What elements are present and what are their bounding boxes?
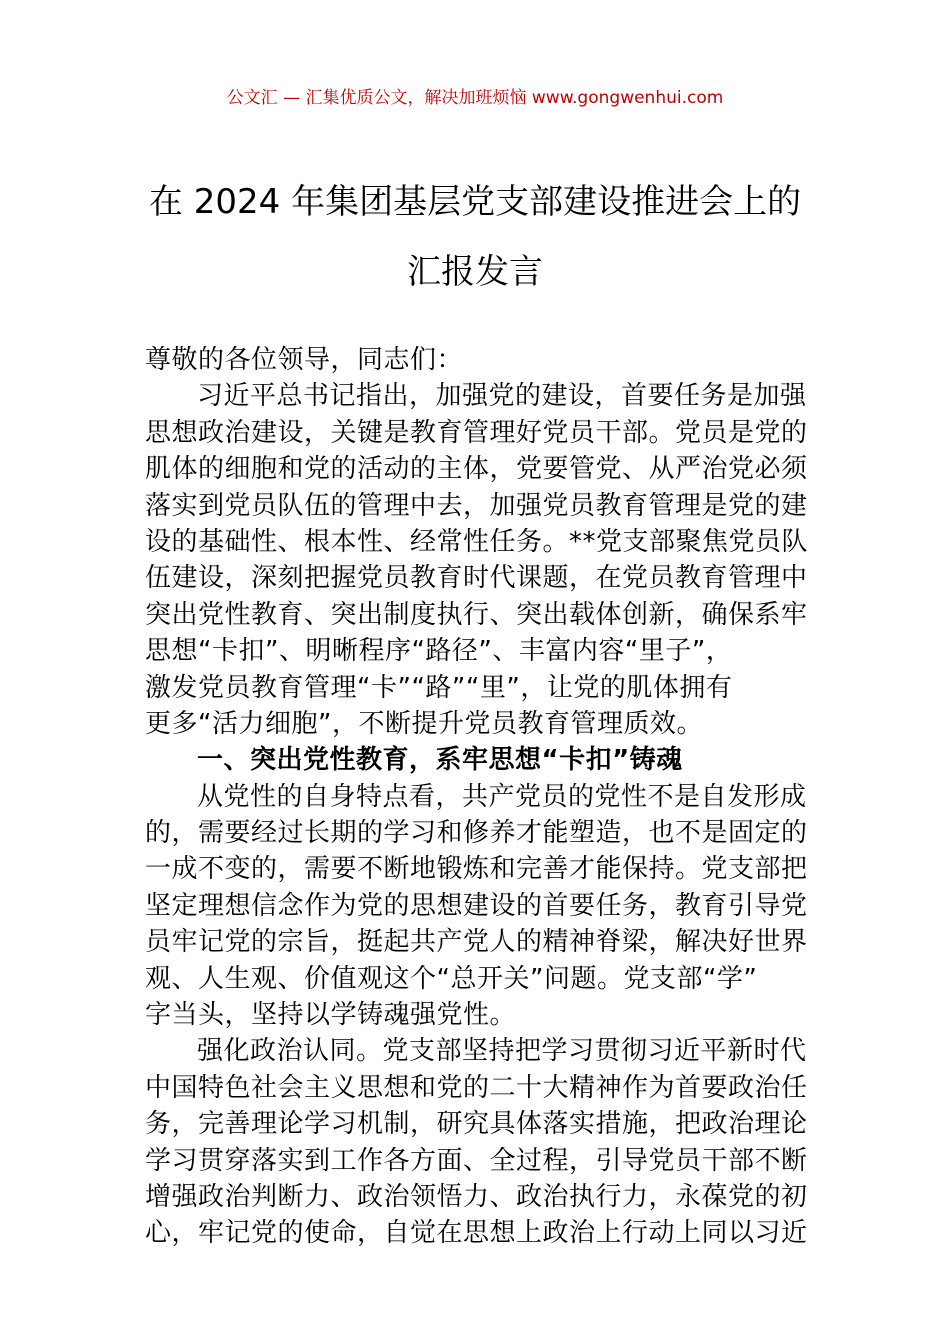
body-line: 心，牢记党的使命，自觉在思想上政治上行动上同以习近 [145, 1218, 808, 1249]
body-line: 务，完善理论学习机制，研究具体落实措施，把政治理论 [145, 1109, 808, 1140]
body-line: 更多“活力细胞”，不断提升党员教育管理质效。 [145, 708, 703, 739]
body-line: 强化政治认同。党支部坚持把学习贯彻习近平新时代 [197, 1036, 807, 1067]
body-line: 激发党员教育管理“卡”“路”“里”，让党的肌体拥有 [145, 672, 733, 703]
body-line: 的，需要经过长期的学习和修养才能塑造，也不是固定的 [145, 818, 808, 849]
header-banner: 公文汇 — 汇集优质公文，解决加班烦恼 www.gongwenhui.com [226, 88, 724, 108]
body-line: 坚定理想信念作为党的思想建设的首要任务，教育引导党 [145, 890, 808, 921]
body-line: 增强政治判断力、政治领悟力、政治执行力，永葆党的初 [145, 1181, 808, 1212]
body-line: 员牢记党的宗旨，挺起共产党人的精神脊梁，解决好世界 [145, 927, 808, 958]
body-line: 设的基础性、根本性、经常性任务。**党支部聚焦党员队 [145, 526, 809, 557]
body-line: 字当头，坚持以学铸魂强党性。 [145, 1000, 517, 1031]
section-heading: 一、突出党性教育，系牢思想“卡扣”铸魂 [197, 745, 683, 776]
body-line: 思想政治建设，关键是教育管理好党员干部。党员是党的 [145, 417, 808, 448]
body-line: 中国特色社会主义思想和党的二十大精神作为首要政治任 [145, 1072, 808, 1103]
body-line: 一成不变的，需要不断地锻炼和完善才能保持。党支部把 [145, 854, 808, 885]
body-line: 突出党性教育、突出制度执行、突出载体创新，确保系牢 [145, 599, 808, 630]
salutation: 尊敬的各位领导，同志们： [145, 345, 464, 375]
document-title-line-2: 汇报发言 [407, 252, 543, 292]
body-line: 从党性的自身特点看，共产党员的党性不是自发形成 [197, 781, 807, 812]
body-line: 落实到党员队伍的管理中去，加强党员教育管理是党的建 [145, 490, 808, 521]
document-body [145, 342, 809, 1252]
body-line: 学习贯穿落实到工作各方面、全过程，引导党员干部不断 [145, 1145, 808, 1176]
body-line: 观、人生观、价值观这个“总开关”问题。党支部“学” [145, 963, 758, 994]
body-line: 肌体的细胞和党的活动的主体，党要管党、从严治党必须 [145, 454, 808, 485]
body-line: 伍建设，深刻把握党员教育时代课题，在党员教育管理中 [145, 563, 808, 594]
body-line: 习近平总书记指出，加强党的建设，首要任务是加强 [197, 381, 807, 412]
body-line: 思想“卡扣”、明晰程序“路径”、丰富内容“里子”， [145, 636, 733, 667]
document-title-line-1: 在 2024 年集团基层党支部建设推进会上的 [148, 182, 802, 222]
